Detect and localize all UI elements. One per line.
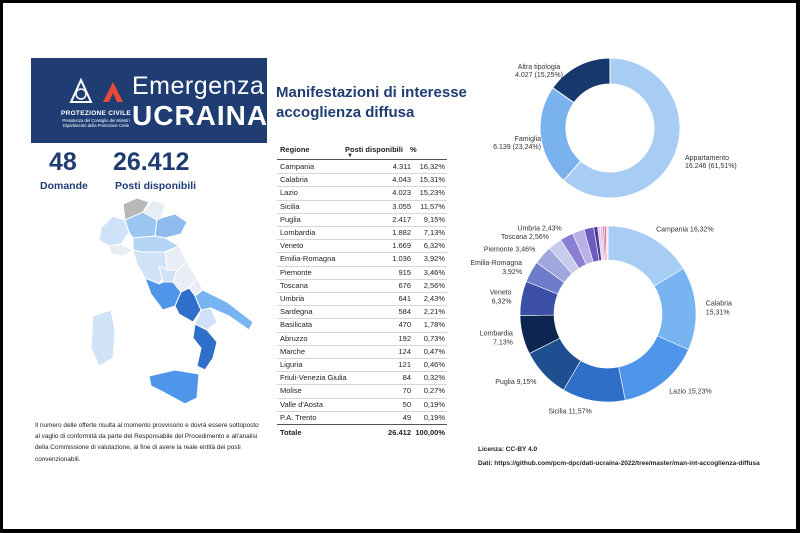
header-title-emergenza: Emergenza (132, 72, 265, 100)
column-header-percent[interactable]: % (410, 145, 417, 154)
table-row[interactable] (277, 160, 447, 174)
cell-regione: Calabria (280, 175, 308, 185)
value-altra-tipologia: 4.027 (15,25%) (515, 72, 563, 79)
cell-percent: 0,32% (423, 373, 445, 383)
cell-posti: 70 (402, 386, 411, 396)
label-lombardia: Lombardia (479, 330, 513, 338)
cell-posti: 4.311 (392, 162, 411, 171)
label-toscana: Toscana 2,56% (500, 233, 549, 241)
cell-posti: 50 (402, 399, 411, 409)
cell-percent: 7,13% (423, 228, 445, 237)
cell-posti: 915 (398, 267, 411, 277)
column-header-regione[interactable]: Regione (280, 145, 310, 154)
cell-posti: 124 (398, 346, 411, 356)
table-row[interactable] (277, 186, 447, 200)
table-row[interactable] (277, 292, 447, 306)
table-row[interactable] (277, 252, 447, 266)
map-region-sicilia (149, 370, 199, 404)
cell-posti: 1.036 (392, 254, 411, 264)
license-text: Licenza: CC-BY 4.0 (478, 446, 538, 453)
section-title: Manifestazioni di interesse accoglienza diffusa (276, 84, 467, 121)
org-subtitle: Presidenza del Consiglio dei Ministri Dipartimento della Protezione Civile (62, 118, 130, 128)
disclaimer-note: Il numero delle offerte risulta al momento provvisorio e dovrà essere sottoposto al vaglio di conformità da parte del Responsabile del Procedimento e all'analisi della Commissione di valutazione, al fine di avere la reale entità dei posti convenzionabili. (35, 422, 259, 463)
label-calabria-pct: 15,31% (705, 309, 730, 317)
table-row[interactable] (277, 398, 447, 412)
table-total-row: Totale 26.412 100,00% (277, 424, 447, 441)
cell-posti: 49 (402, 412, 411, 422)
italy-choropleth-map[interactable] (63, 198, 263, 423)
slice-p-a-trento[interactable] (607, 226, 608, 260)
label-veneto: Veneto (489, 289, 512, 297)
label-lazio: Lazio 15,23% (669, 388, 712, 396)
cell-regione: Molise (280, 386, 302, 396)
tipologia-donut-chart[interactable] (473, 55, 773, 205)
value-appartamento: 16.246 (61,51%) (685, 163, 737, 170)
cell-posti: 470 (398, 320, 411, 330)
cell-regione: Piemonte (280, 267, 312, 277)
cell-percent: 15,31% (419, 175, 445, 185)
cell-posti: 1.669 (392, 241, 411, 251)
cell-percent: 2,21% (423, 307, 445, 317)
cell-regione: Liguria (280, 360, 303, 369)
org-name: PROTEZIONE CIVILE (60, 110, 132, 117)
cell-percent: 0,47% (423, 346, 445, 356)
label-appartamento: Appartamento (685, 155, 729, 162)
label-sicilia: Sicilia 11,57% (548, 408, 592, 416)
cell-regione: Campania (280, 162, 315, 171)
cell-percent: 2,56% (423, 280, 445, 290)
cell-percent: 0,73% (423, 333, 445, 343)
cell-posti: 4.023 (392, 188, 411, 198)
kpi-domande-label: Domande (40, 180, 88, 192)
header-title-ucraina: UCRAINA (132, 100, 269, 131)
table-row[interactable] (277, 318, 447, 332)
protezione-civile-logo (47, 66, 145, 136)
header-banner (31, 58, 267, 143)
label-veneto-pct: 6,32% (491, 298, 512, 306)
dashboard-canvas (3, 3, 796, 529)
cell-regione: Toscana (280, 280, 308, 290)
kpi-posti-value: 26.412 (113, 148, 190, 176)
cell-posti: 1.882 (392, 228, 411, 237)
value-famiglia: 6.139 (23,24%) (493, 144, 541, 151)
cell-posti: 84 (402, 373, 411, 383)
cell-regione: Sicilia (280, 201, 300, 211)
data-source-link[interactable]: Dati: https://github.com/pcm-dpc/dati-ucraina-2022/tree/master/man-int-accoglienza-diffusa (478, 460, 760, 467)
label-campania: Campania 16,32% (656, 226, 714, 234)
cell-regione: Puglia (280, 214, 301, 224)
cell-regione: Friuli-Venezia Giulia (280, 373, 347, 383)
table-row[interactable] (277, 266, 447, 280)
cell-percent: 1,78% (423, 320, 445, 330)
cell-posti: 641 (398, 294, 411, 303)
cell-regione: Valle d'Aosta (280, 399, 323, 409)
label-lombardia-pct: 7,13% (493, 339, 513, 347)
sort-desc-icon[interactable]: ▼ (347, 153, 353, 159)
table-row[interactable] (277, 239, 447, 253)
kpi-domande-value: 48 (49, 148, 77, 176)
table-row[interactable] (277, 173, 447, 187)
cell-percent: 3,92% (423, 254, 445, 264)
label-emilia-romagna: Emilia-Romagna (470, 259, 523, 267)
label-umbria: Umbria 2,43% (517, 225, 562, 233)
map-region-liguria (109, 244, 133, 256)
table-row[interactable] (277, 305, 447, 319)
cell-regione: Basilicata (280, 320, 313, 330)
label-emilia-romagna-pct: 3,92% (502, 268, 523, 276)
emblem-icon (47, 66, 145, 110)
regions-donut-chart[interactable] (448, 206, 748, 426)
cell-percent: 0,27% (423, 386, 445, 396)
cell-percent: 3,46% (423, 267, 445, 277)
table-row[interactable] (277, 371, 447, 385)
cell-posti: 3.055 (392, 201, 411, 211)
cell-percent: 0,19% (423, 412, 445, 422)
cell-percent: 6,32% (423, 241, 445, 251)
table-row[interactable] (277, 200, 447, 214)
cell-percent: 2,43% (423, 294, 445, 303)
table-row[interactable] (277, 345, 447, 359)
cell-regione: Lazio (280, 188, 298, 198)
label-altra-tipologia: Altra tipologia (517, 64, 561, 71)
cell-posti: 2.417 (392, 214, 411, 224)
label-puglia: Puglia 9,15% (495, 379, 537, 387)
map-region-calabria (193, 324, 217, 370)
column-header-posti[interactable]: Posti disponibili (345, 145, 403, 154)
cell-regione: P.A. Trento (280, 412, 317, 422)
cell-posti: 4.043 (392, 175, 411, 185)
cell-posti: 121 (398, 360, 411, 369)
cell-percent: 16,32% (419, 162, 445, 171)
cell-percent: 11,57% (420, 201, 445, 211)
table-row[interactable] (277, 226, 447, 240)
table-row[interactable] (277, 411, 447, 425)
map-region-north-west (99, 216, 129, 246)
cell-percent: 9,15% (423, 214, 445, 224)
table-row[interactable] (277, 384, 447, 398)
cell-percent: 15,23% (419, 188, 445, 198)
cell-posti: 192 (398, 333, 411, 343)
cell-regione: Abruzzo (280, 333, 308, 343)
label-piemonte: Piemonte 3,46% (483, 246, 536, 254)
cell-posti: 584 (398, 307, 411, 317)
cell-regione: Lombardia (280, 228, 316, 237)
kpi-posti-label: Posti disponibili (115, 180, 197, 192)
table-row[interactable] (277, 213, 447, 227)
cell-regione: Emilia-Romagna (280, 254, 336, 264)
table-row[interactable] (277, 358, 447, 372)
table-row[interactable] (277, 279, 447, 293)
map-region-sardegna (91, 310, 115, 366)
cell-regione: Sardegna (280, 307, 313, 317)
table-row[interactable] (277, 332, 447, 346)
cell-regione: Marche (280, 346, 306, 356)
cell-posti: 676 (398, 280, 411, 290)
cell-regione: Veneto (280, 241, 304, 251)
cell-percent: 0,46% (423, 360, 445, 369)
cell-percent: 0,19% (423, 399, 445, 409)
label-famiglia: Famiglia (514, 136, 541, 143)
cell-regione: Umbria (280, 294, 305, 303)
label-calabria: Calabria (705, 300, 732, 308)
